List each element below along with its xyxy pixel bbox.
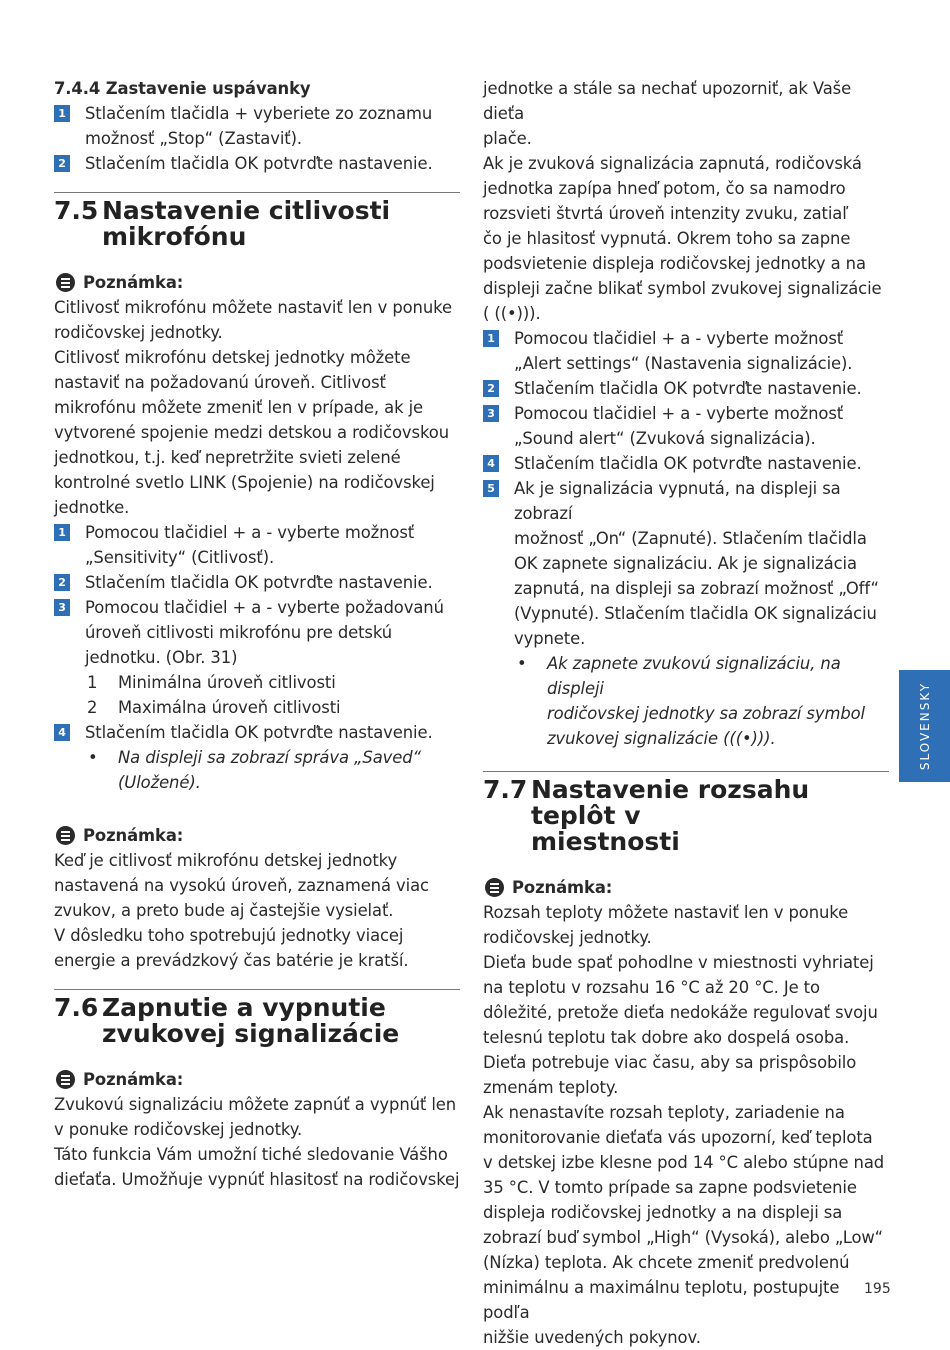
paragraph-line: vytvorené spojenie medzi detskou a rodičovskou (54, 423, 449, 442)
section-number: 7.6 (54, 993, 99, 1022)
paragraph-line: jednotke a stále sa nechať upozorniť, ak Vaše dieťa (483, 79, 852, 123)
paragraph-line: Ak nenastavíte rozsah teploty, zariadenie na (483, 1103, 845, 1122)
step-number-badge: 1 (54, 105, 70, 122)
step-item (483, 401, 889, 451)
paragraph-line: zobrazí buď symbol „High“ (Vysoká), alebo „Low“ (483, 1228, 884, 1247)
language-tab-label: SLOVENSKY (917, 681, 932, 771)
step-text: Stlačením tlačidla OK potvrďte nastavenie. (514, 379, 862, 398)
paragraph-line: plače. (483, 129, 532, 148)
step-number-badge: 1 (483, 330, 499, 347)
paragraph-line: čo je hlasitosť vypnutá. Okrem toho sa zapne (483, 229, 851, 248)
paragraph-line: monitorovanie dieťaťa vás upozorní, keď teplota (483, 1128, 873, 1147)
step-text: Stlačením tlačidla + vyberiete zo zoznamu (85, 104, 433, 123)
note-text: rodičovskej jednotky. (483, 928, 652, 947)
right-column (483, 76, 889, 1350)
step-text: „Sound alert“ (Zvuková signalizácia). (514, 429, 816, 448)
step-number-badge: 2 (54, 155, 70, 172)
step-text: Stlačením tlačidla OK potvrďte nastavenie. (85, 154, 433, 173)
section-title-line: mikrofónu (102, 222, 247, 251)
step-number-badge: 4 (483, 455, 499, 472)
step-text: Stlačením tlačidla OK potvrďte nastavenie. (85, 723, 433, 742)
level-option (54, 695, 460, 720)
note-icon (485, 878, 504, 897)
note-text: Citlivosť mikrofónu môžete nastaviť len v ponuke (54, 298, 452, 317)
section-title-line: Nastavenie citlivosti (102, 196, 391, 225)
note-text: Rozsah teploty môžete nastaviť len v ponuke (483, 903, 849, 922)
bullet-text: Na displeji sa zobrazí správa „Saved“ (118, 748, 421, 767)
paragraph-line: minimálnu a maximálnu teplotu, postupujte podľa (483, 1278, 840, 1322)
note-label: Poznámka: (83, 826, 184, 845)
step-item (54, 720, 460, 745)
note-label: Poznámka: (512, 878, 613, 897)
bullet-item (483, 651, 889, 751)
note-icon (56, 1070, 75, 1089)
note-heading (483, 875, 889, 900)
step-text: Pomocou tlačidiel + a - vyberte možnosť (85, 523, 415, 542)
paragraph-line: jednotkou, t.j. keď nepretržite svieti zelené (54, 448, 401, 467)
paragraph-line: rozsvieti štvrtá úroveň intenzity zvuku, zatiaľ (483, 204, 849, 223)
bullet-item (54, 745, 460, 795)
step-item (483, 376, 889, 401)
paragraph-line: kontrolné svetlo LINK (Spojenie) na rodičovskej (54, 473, 435, 492)
page-number: 195 (864, 1281, 891, 1297)
left-column (54, 76, 460, 1192)
section-number: 7.7 (483, 775, 528, 804)
note-text: zvukov, a preto bude aj častejšie vysielať. (54, 901, 394, 920)
step-text: Ak je signalizácia vypnutá, na displeji sa zobrazí (514, 479, 841, 523)
section-heading-7-7 (483, 771, 889, 855)
note-text: Keď je citlivosť mikrofónu detskej jednotky (54, 851, 398, 870)
note-icon (56, 826, 75, 845)
step-text: „Sensitivity“ (Citlivosť). (85, 548, 275, 567)
section-title-line: Nastavenie rozsahu teplôt v (531, 775, 810, 830)
paragraph-line: dieťaťa. Umožňuje vypnúť hlasitosť na rodičovskej (54, 1170, 460, 1189)
step-number-badge: 4 (54, 724, 70, 741)
paragraph-line: nastaviť na požadovanú úroveň. Citlivosť (54, 373, 386, 392)
paragraph-line: ( ((•))). (483, 304, 541, 323)
paragraph-line: v detskej izbe klesne pod 14 °C alebo stúpne nad (483, 1153, 885, 1172)
step-item (483, 326, 889, 376)
paragraph-line: displeja rodičovskej jednotky a na displeji sa (483, 1203, 843, 1222)
bullet-text: Ak zapnete zvukovú signalizáciu, na displeji (547, 654, 841, 698)
section-title (54, 995, 460, 1047)
step-text: (Vypnuté). Stlačením tlačidla OK signalizáciu (514, 604, 877, 623)
step-item (54, 520, 460, 570)
step-text: možnosť „On“ (Zapnuté). Stlačením tlačidla (514, 529, 867, 548)
step-text: Pomocou tlačidiel + a - vyberte požadovanú (85, 598, 444, 617)
level-number: 1 (87, 673, 98, 692)
note-heading (54, 270, 460, 295)
paragraph-line: 35 °C. V tomto prípade sa zapne podsvietenie (483, 1178, 857, 1197)
step-item (483, 451, 889, 476)
step-number-badge: 1 (54, 524, 70, 541)
note-label: Poznámka: (83, 273, 184, 292)
step-number-badge: 2 (483, 380, 499, 397)
paragraph-line: na teplotu v rozsahu 16 °C až 20 °C. Je to (483, 978, 820, 997)
section-title-line: Zapnutie a vypnutie (102, 993, 386, 1022)
step-item (54, 101, 460, 151)
section-title-line: zvukovej signalizácie (102, 1019, 400, 1048)
note-heading (54, 823, 460, 848)
step-item (483, 476, 889, 651)
paragraph-line: dôležité, pretože dieťa nedokáže regulovať svoju (483, 1003, 878, 1022)
section-heading-7-5 (54, 192, 460, 250)
step-text: Pomocou tlačidiel + a - vyberte možnosť (514, 329, 844, 348)
step-text: úroveň citlivosti mikrofónu pre detskú (85, 623, 393, 642)
paragraph-line: jednotke. (54, 498, 130, 517)
section-title (483, 777, 889, 855)
paragraph-line: Ak je zvuková signalizácia zapnutá, rodičovská (483, 154, 862, 173)
note-text: rodičovskej jednotky. (54, 323, 223, 342)
step-text: OK zapnete signalizáciu. Ak je signalizácia (514, 554, 857, 573)
paragraph-line: displeji začne blikať symbol zvukovej signalizácie (483, 279, 882, 298)
note-text: v ponuke rodičovskej jednotky. (54, 1120, 303, 1139)
language-side-tab (899, 670, 950, 782)
paragraph-line: (Nízka) teplota. Ak chcete zmeniť predvolenú (483, 1253, 850, 1272)
level-option (54, 670, 460, 695)
level-text: Minimálna úroveň citlivosti (118, 673, 336, 692)
paragraph-line: mikrofónu môžete zmeniť len v prípade, ak je (54, 398, 424, 417)
paragraph-line: jednotka zapípa hneď potom, čo sa namodro (483, 179, 846, 198)
section-title (54, 198, 460, 250)
step-text: zapnutá, na displeji sa zobrazí možnosť „Off“ (514, 579, 879, 598)
note-text: energie a prevádzkový čas batérie je kratší. (54, 951, 409, 970)
paragraph-line: Táto funkcia Vám umožní tiché sledovanie Vášho (54, 1145, 448, 1164)
level-number: 2 (87, 698, 98, 717)
paragraph-line: Dieťa bude spať pohodlne v miestnosti vyhriatej (483, 953, 874, 972)
section-title-line: miestnosti (531, 827, 680, 856)
step-text: „Alert settings“ (Nastavenia signalizácie). (514, 354, 853, 373)
bullet-text: rodičovskej jednotky sa zobrazí symbol (547, 704, 866, 723)
level-text: Maximálna úroveň citlivosti (118, 698, 341, 717)
note-heading (54, 1067, 460, 1092)
note-text: V dôsledku toho spotrebujú jednotky viacej (54, 926, 404, 945)
note-text: nastavená na vysokú úroveň, zaznamená viac (54, 876, 429, 895)
note-text: Zvukovú signalizáciu môžete zapnúť a vypnúť len (54, 1095, 457, 1114)
step-text: Stlačením tlačidla OK potvrďte nastavenie. (85, 573, 433, 592)
paragraph-line: nižšie uvedených pokynov. (483, 1328, 701, 1347)
paragraph-line: Citlivosť mikrofónu detskej jednotky môžete (54, 348, 411, 367)
step-text: Stlačením tlačidla OK potvrďte nastavenie. (514, 454, 862, 473)
step-text: jednotku. (Obr. 31) (85, 648, 238, 667)
step-text: vypnete. (514, 629, 586, 648)
bullet-dot: • (88, 748, 98, 767)
bullet-dot: • (517, 654, 527, 673)
step-item (54, 151, 460, 176)
spacer (54, 795, 460, 819)
section-number: 7.5 (54, 196, 99, 225)
subsection-title-7-4-4: 7.4.4 Zastavenie uspávanky (54, 79, 311, 98)
paragraph-line: podsvietenie displeja rodičovskej jednotky a na (483, 254, 866, 273)
paragraph-line: telesnú teplotu tak dobre ako dospelá osoba. (483, 1028, 850, 1047)
paragraph-line: zmenám teploty. (483, 1078, 619, 1097)
step-text: Pomocou tlačidiel + a - vyberte možnosť (514, 404, 844, 423)
step-text: možnosť „Stop“ (Zastaviť). (85, 129, 303, 148)
step-number-badge: 3 (54, 599, 70, 616)
step-number-badge: 3 (483, 405, 499, 422)
step-number-badge: 5 (483, 480, 499, 497)
section-heading-7-6 (54, 989, 460, 1047)
step-item (54, 595, 460, 670)
bullet-text: (Uložené). (118, 773, 201, 792)
bullet-text: zvukovej signalizácie (((•))). (547, 729, 776, 748)
step-item (54, 570, 460, 595)
note-icon (56, 273, 75, 292)
paragraph-line: Dieťa potrebuje viac času, aby sa prispôsobilo (483, 1053, 857, 1072)
note-label: Poznámka: (83, 1070, 184, 1089)
step-number-badge: 2 (54, 574, 70, 591)
